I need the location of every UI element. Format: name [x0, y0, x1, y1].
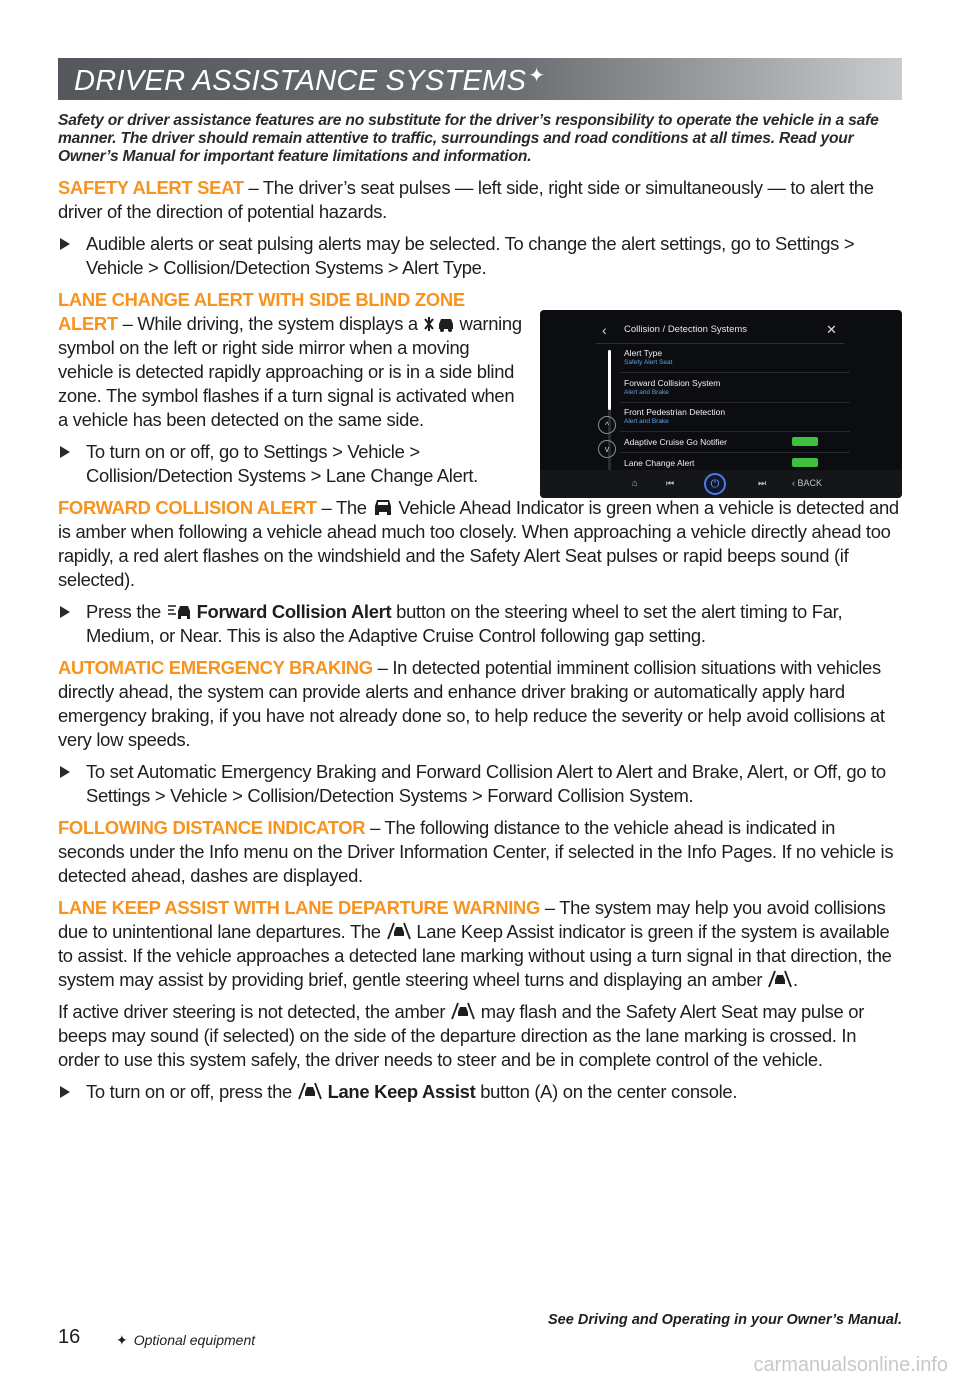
forward-collision-paragraph: FORWARD COLLISION ALERT – The Vehicle Ahead Indicator is green when a vehicle is detected and is amber when following a vehicle ahead much too closely. When approaching a vehicle directly ahead too rapidly, a red alert flashes on the windshield and the Safety Alert Seat pulses or rapid beeps sound (if selected). — [58, 497, 899, 590]
section-heading: FOLLOWING DISTANCE INDICATOR — [58, 817, 366, 838]
scroll-down-icon: v — [598, 440, 616, 458]
lane-keep-assist-paragraph-2: If active driver steering is not detected, the amber may flash and the Safety Alert Seat may pulse or beeps may sound (if selected) on the side of the departure direction as the lane marking is crossed. In order to use this system safely, the driver needs to steer and be in complete control of the vehicle. — [58, 1001, 865, 1070]
section-heading: LANE CHANGE ALERT WITH SIDE BLIND ZONE ALERT — [58, 289, 465, 334]
main-content — [58, 112, 902, 1112]
screen-item-cruise-notifier: Adaptive Cruise Go Notifier — [624, 437, 727, 447]
lane-keep-assist-paragraph: LANE KEEP ASSIST WITH LANE DEPARTURE WARNING – The system may help you avoid collisions due to unintentional lane departures. The Lane Keep Assist indicator is green if the system is available to assist. If the vehicle approaches a detected lane marking without using a turn signal in that direction, the system may assist by providing brief, gentle steering wheel turns and displaying an amber . — [58, 897, 892, 990]
safety-alert-seat-paragraph: SAFETY ALERT SEAT – The driver’s seat pulses — left side, right side or simultaneously — to alert the driver of the direction of potential hazards. — [58, 177, 874, 222]
following-distance-paragraph: FOLLOWING DISTANCE INDICATOR – The following distance to the vehicle ahead is indicated in seconds under the Info menu on the Driver Information Center, if selected in the Info Pages. If no vehicle is detected ahead, dashes are displayed. — [58, 817, 894, 886]
manual-reference: See Driving and Operating in your Owner’s Manual. — [548, 1312, 902, 1328]
triangle-right-icon — [60, 766, 70, 778]
screen-item-lane-change: Lane Change Alert — [624, 458, 695, 468]
home-icon: ⌂ — [632, 478, 638, 488]
close-icon: ✕ — [826, 322, 837, 337]
screen-item-pedestrian: Front Pedestrian Detection Alert and Brake — [624, 407, 726, 425]
next-track-icon: ⏭ — [758, 478, 767, 488]
back-chevron-icon: ‹ — [602, 322, 607, 338]
previous-track-icon: ⏮ — [666, 478, 675, 488]
section-heading: LANE KEEP ASSIST WITH LANE DEPARTURE WARNING — [58, 897, 541, 918]
page-number: 16 — [58, 1326, 81, 1348]
triangle-right-icon — [60, 238, 70, 250]
triangle-right-icon — [60, 446, 70, 458]
safety-disclaimer: Safety or driver assistance features are no substitute for the driver’s responsibility to operate the vehicle in a safe manner. The driver should remain attentive to traffic, surroundings and road conditions at all times. Read your Owner’s Manual for important feature limitations and information. — [58, 112, 879, 165]
bullet-item: To turn on or off, go to Settings > Vehicle > Collision/Detection Systems > Lane Change Alert. — [58, 440, 528, 488]
triangle-right-icon — [60, 1086, 70, 1098]
lane-keep-assist-icon — [767, 970, 793, 988]
bullet-item: To set Automatic Emergency Braking and Forward Collision Alert to Alert and Brake, Alert, or Off, go to Settings > Vehicle > Collision/Detection Systems > Forward Collision System. — [58, 760, 902, 808]
lane-keep-assist-icon — [297, 1082, 323, 1100]
optional-star-icon: ✦ — [116, 1332, 128, 1348]
page-title: DRIVER ASSISTANCE SYSTEMS ✦ — [74, 65, 546, 97]
screen-item-forward-collision: Forward Collision System Alert and Brake — [624, 378, 721, 396]
optional-equipment-marker: ✦ — [528, 65, 546, 87]
bullet-item: Press the Forward Collision Alert button on the steering wheel to set the alert timing to Far, Medium, or Near. This is also the Adaptive Cruise Control following gap setting. — [58, 600, 902, 648]
bullet-item: Audible alerts or seat pulsing alerts may be selected. To change the alert settings, go to Settings > Vehicle > Collision/Detection Systems > Alert Type. — [58, 232, 902, 280]
section-heading: AUTOMATIC EMERGENCY BRAKING — [58, 657, 373, 678]
watermark: carmanualsonline.info — [753, 1354, 948, 1376]
screen-title: Collision / Detection Systems — [624, 324, 748, 335]
screen-back-button: ‹ BACK — [792, 478, 823, 488]
vehicle-ahead-icon — [372, 498, 394, 516]
section-heading: SAFETY ALERT SEAT — [58, 177, 244, 198]
side-blind-zone-icon — [423, 316, 455, 332]
section-heading: FORWARD COLLISION ALERT — [58, 497, 317, 518]
forward-collision-alert-icon — [166, 602, 192, 620]
automatic-emergency-braking-paragraph: AUTOMATIC EMERGENCY BRAKING – In detected potential imminent collision situations with vehicles directly ahead, the system can provide alerts and enhance driver braking or automatically apply hard emergency braking, if you have not already done so, to help reduce the severity or help avoid collisions at very low speeds. — [58, 657, 885, 750]
lane-change-alert-paragraph: LANE CHANGE ALERT WITH SIDE BLIND ZONE ALERT – While driving, the system displays a warning symbol on the left or right side mirror when a moving vehicle is detected rapidly approaching or is in a side blind zone. The symbol flashes if a turn signal is activated when a vehicle has been detected on the same side. — [58, 289, 522, 430]
section-banner — [58, 58, 902, 100]
triangle-right-icon — [60, 606, 70, 618]
bullet-item: To turn on or off, press the Lane Keep Assist button (A) on the center console. — [58, 1080, 902, 1104]
power-icon: ⏻ — [704, 473, 726, 495]
scroll-up-icon: ^ — [598, 416, 616, 434]
screen-item-alert-type: Alert Type Safety Alert Seat — [624, 348, 673, 366]
lane-keep-assist-icon — [450, 1002, 476, 1020]
lane-keep-assist-icon — [386, 922, 412, 940]
optional-equipment-note: ✦ Optional equipment — [116, 1332, 256, 1348]
